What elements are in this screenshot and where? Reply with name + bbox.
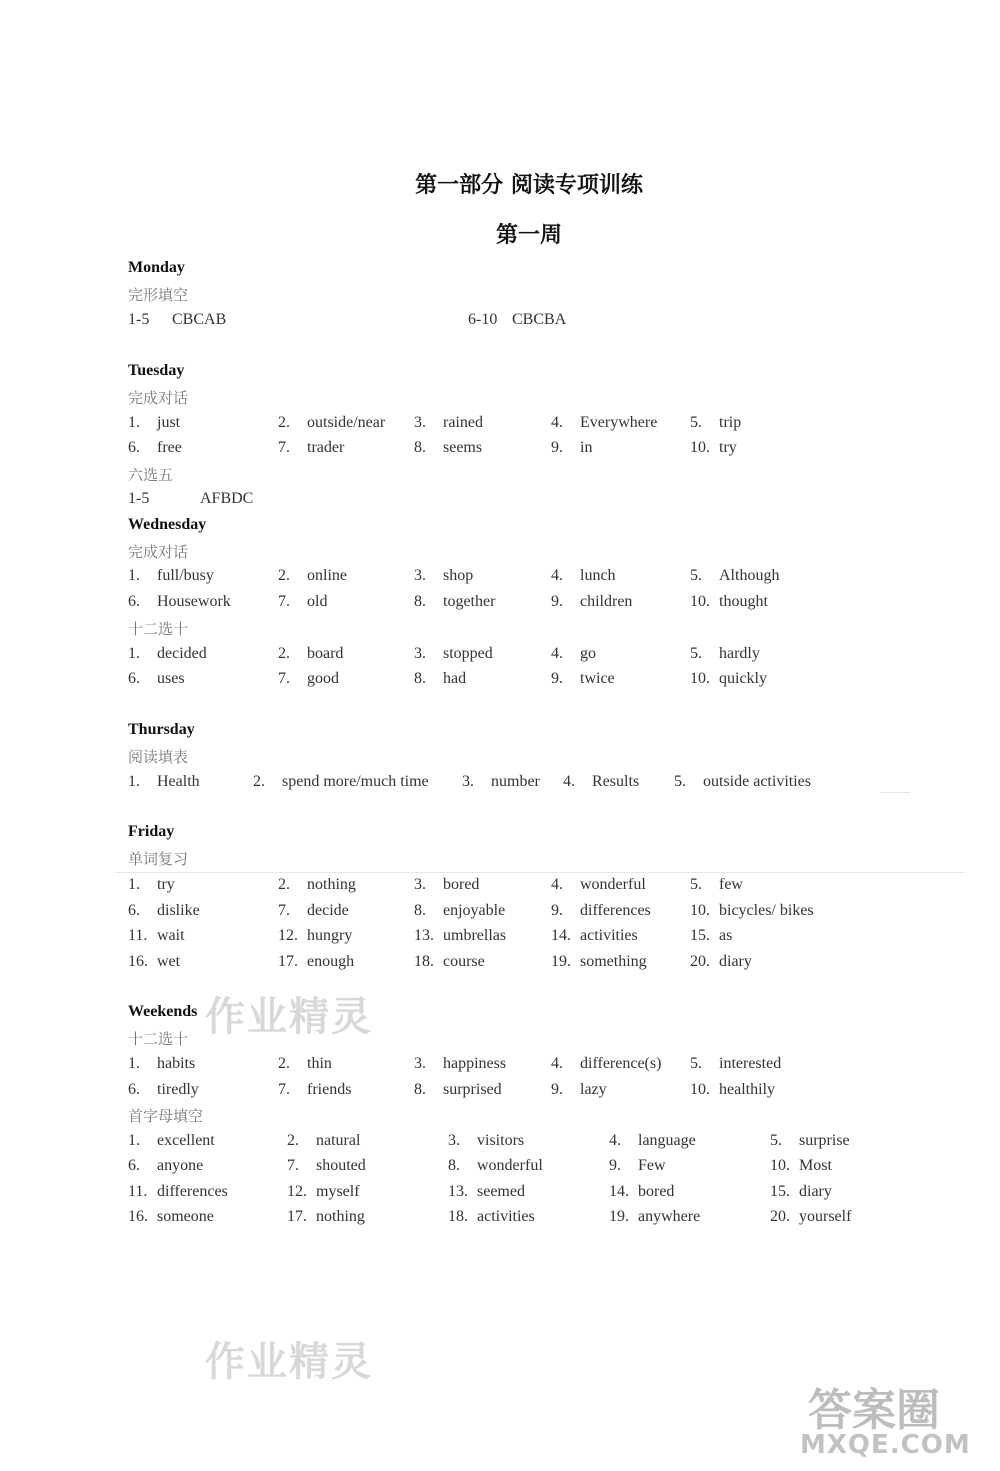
answer-number: 3. bbox=[414, 645, 426, 662]
answer-value: bored bbox=[638, 1183, 675, 1200]
answer-value: trader bbox=[307, 439, 345, 456]
answer-value: enough bbox=[307, 953, 355, 970]
answer-number: 1. bbox=[128, 1055, 140, 1072]
answer-number: 1. bbox=[128, 645, 140, 662]
answer-value: quickly bbox=[719, 670, 767, 687]
answer-number: 2. bbox=[278, 1055, 290, 1072]
answer-number: 10. bbox=[690, 439, 710, 456]
answer-number: 8. bbox=[414, 902, 426, 919]
answer-number: 12. bbox=[287, 1183, 307, 1200]
answer-value: visitors bbox=[477, 1132, 525, 1149]
answer-number: 7. bbox=[278, 670, 290, 687]
answer-number: 6. bbox=[128, 439, 140, 456]
answer-number: 1. bbox=[128, 773, 140, 790]
answer-number: 3. bbox=[414, 567, 426, 584]
answer-value: thin bbox=[307, 1055, 332, 1072]
answer-number: 9. bbox=[551, 1081, 563, 1098]
answer-value: healthily bbox=[719, 1081, 775, 1098]
answer-number: 3. bbox=[414, 876, 426, 893]
answer-value: wonderful bbox=[580, 876, 646, 893]
answer-number: 17. bbox=[278, 953, 298, 970]
answer-number: 12. bbox=[278, 927, 298, 944]
day-heading-thursday: Thursday bbox=[128, 721, 195, 738]
answer-value: go bbox=[580, 645, 596, 662]
answer-number: 10. bbox=[690, 593, 710, 610]
answer-number: 1. bbox=[128, 876, 140, 893]
answer-value: few bbox=[719, 876, 743, 893]
answer-value: umbrellas bbox=[443, 927, 507, 944]
answer-number: 1. bbox=[128, 567, 140, 584]
answer-number: 5. bbox=[690, 1055, 702, 1072]
answer-number: 10. bbox=[690, 902, 710, 919]
corner-logo: 答案圈 bbox=[808, 1385, 940, 1436]
answer-value: had bbox=[443, 670, 467, 687]
answer-value: bicycles/ bikes bbox=[719, 902, 814, 919]
answer-number: 6. bbox=[128, 593, 140, 610]
answer-number: 1-5 bbox=[128, 490, 150, 507]
section-label: 十二选十 bbox=[128, 620, 189, 638]
answer-value: decided bbox=[157, 645, 207, 662]
watermark-text: 作业精灵 bbox=[205, 1338, 373, 1385]
answer-number: 4. bbox=[551, 1055, 563, 1072]
answer-value: rained bbox=[443, 414, 483, 431]
answer-number: 1-5 bbox=[128, 311, 150, 328]
answer-value: full/busy bbox=[157, 567, 214, 584]
week-title: 第一周 bbox=[495, 222, 562, 248]
answer-number: 8. bbox=[448, 1157, 460, 1174]
answer-value: just bbox=[157, 414, 181, 431]
divider bbox=[115, 872, 965, 873]
answer-value: board bbox=[307, 645, 344, 662]
answer-value: Most bbox=[799, 1157, 832, 1174]
answer-number: 6. bbox=[128, 670, 140, 687]
answer-number: 15. bbox=[770, 1183, 790, 1200]
answer-number: 7. bbox=[278, 1081, 290, 1098]
answer-number: 11. bbox=[128, 1183, 148, 1200]
answer-number: 9. bbox=[551, 439, 563, 456]
answer-number: 3. bbox=[462, 773, 474, 790]
answer-number: 17. bbox=[287, 1208, 307, 1225]
answer-number: 2. bbox=[253, 773, 265, 790]
answer-value: interested bbox=[719, 1055, 782, 1072]
answer-value: excellent bbox=[157, 1132, 215, 1149]
answer-number: 4. bbox=[551, 414, 563, 431]
answer-value: anywhere bbox=[638, 1208, 701, 1225]
day-heading-wednesday: Wednesday bbox=[128, 516, 207, 533]
answer-value: differences bbox=[157, 1183, 228, 1200]
answer-number: 5. bbox=[770, 1132, 782, 1149]
answer-number: 13. bbox=[448, 1183, 468, 1200]
answer-number: 7. bbox=[278, 439, 290, 456]
day-heading-monday: Monday bbox=[128, 259, 185, 276]
answer-value: bored bbox=[443, 876, 480, 893]
answer-number: 6-10 bbox=[468, 311, 498, 328]
answer-number: 8. bbox=[414, 439, 426, 456]
answer-value: as bbox=[719, 927, 733, 944]
answer-value: old bbox=[307, 593, 328, 610]
answer-value: trip bbox=[719, 414, 742, 431]
answer-number: 8. bbox=[414, 593, 426, 610]
answer-value: hungry bbox=[307, 927, 353, 944]
answer-value: surprised bbox=[443, 1081, 502, 1098]
answer-value: children bbox=[580, 593, 633, 610]
answer-number: 18. bbox=[448, 1208, 468, 1225]
answer-value: AFBDC bbox=[200, 490, 254, 507]
answer-value: Few bbox=[638, 1157, 666, 1174]
answer-value: yourself bbox=[799, 1208, 852, 1225]
answer-number: 5. bbox=[674, 773, 686, 790]
answer-value: seemed bbox=[477, 1183, 525, 1200]
answer-number: 10. bbox=[690, 670, 710, 687]
day-heading-friday: Friday bbox=[128, 823, 175, 840]
answer-value: good bbox=[307, 670, 339, 687]
answer-number: 5. bbox=[690, 567, 702, 584]
answer-number: 2. bbox=[278, 876, 290, 893]
answer-value: lunch bbox=[580, 567, 616, 584]
answer-number: 16. bbox=[128, 953, 148, 970]
answer-value: myself bbox=[316, 1183, 360, 1200]
answer-number: 4. bbox=[551, 876, 563, 893]
answer-number: 2. bbox=[278, 645, 290, 662]
answer-value: tiredly bbox=[157, 1081, 199, 1098]
answer-number: 14. bbox=[551, 927, 571, 944]
answer-value: natural bbox=[316, 1132, 361, 1149]
answer-value: stopped bbox=[443, 645, 493, 662]
answer-value: nothing bbox=[316, 1208, 365, 1225]
section-label: 阅读填表 bbox=[128, 748, 189, 766]
answer-number: 2. bbox=[278, 567, 290, 584]
answer-number: 2. bbox=[278, 414, 290, 431]
answer-number: 4. bbox=[609, 1132, 621, 1149]
answer-value: try bbox=[157, 876, 175, 893]
answer-value: someone bbox=[157, 1208, 214, 1225]
section-label: 完成对话 bbox=[128, 389, 189, 407]
answer-value: surprise bbox=[799, 1132, 850, 1149]
answer-value: nothing bbox=[307, 876, 356, 893]
day-heading-tuesday: Tuesday bbox=[128, 362, 185, 379]
answer-value: CBCBA bbox=[512, 311, 567, 328]
answer-number: 6. bbox=[128, 1081, 140, 1098]
answer-value: decide bbox=[307, 902, 349, 919]
answer-value: number bbox=[491, 773, 540, 790]
answer-number: 4. bbox=[563, 773, 575, 790]
answer-value: wait bbox=[157, 927, 185, 944]
answer-value: wonderful bbox=[477, 1157, 543, 1174]
answer-number: 4. bbox=[551, 645, 563, 662]
answer-number: 4. bbox=[551, 567, 563, 584]
answer-number: 3. bbox=[414, 1055, 426, 1072]
answer-number: 6. bbox=[128, 902, 140, 919]
answer-number: 15. bbox=[690, 927, 710, 944]
answer-value: Housework bbox=[157, 593, 231, 610]
answer-number: 20. bbox=[690, 953, 710, 970]
answer-number: 7. bbox=[287, 1157, 299, 1174]
divider bbox=[880, 792, 910, 793]
answer-value: diary bbox=[799, 1183, 832, 1200]
corner-url: MXQE.COM bbox=[800, 1430, 971, 1460]
answer-value: happiness bbox=[443, 1055, 507, 1072]
answer-value: CBCAB bbox=[172, 311, 227, 328]
answer-value: habits bbox=[157, 1055, 196, 1072]
day-heading-weekends: Weekends bbox=[128, 1003, 198, 1020]
answer-number: 16. bbox=[128, 1208, 148, 1225]
answer-number: 9. bbox=[551, 593, 563, 610]
answer-value: activities bbox=[477, 1208, 535, 1225]
answer-number: 1. bbox=[128, 1132, 140, 1149]
section-label: 十二选十 bbox=[128, 1030, 189, 1048]
answer-value: spend more/much time bbox=[282, 773, 429, 790]
answer-number: 9. bbox=[551, 670, 563, 687]
answer-number: 8. bbox=[414, 670, 426, 687]
answer-number: 5. bbox=[690, 414, 702, 431]
answer-value: seems bbox=[443, 439, 483, 456]
answer-number: 3. bbox=[414, 414, 426, 431]
section-label: 单词复习 bbox=[128, 850, 189, 868]
section-label: 六选五 bbox=[128, 466, 174, 484]
answer-value: differences bbox=[580, 902, 651, 919]
answer-value: twice bbox=[580, 670, 615, 687]
answer-value: course bbox=[443, 953, 485, 970]
answer-value: enjoyable bbox=[443, 902, 506, 919]
answer-number: 20. bbox=[770, 1208, 790, 1225]
answer-number: 6. bbox=[128, 1157, 140, 1174]
part-title: 第一部分 阅读专项训练 bbox=[415, 172, 643, 198]
answer-value: hardly bbox=[719, 645, 760, 662]
answer-value: Although bbox=[719, 567, 780, 584]
answer-value: friends bbox=[307, 1081, 352, 1098]
answer-value: uses bbox=[157, 670, 185, 687]
answer-number: 5. bbox=[690, 645, 702, 662]
answer-value: try bbox=[719, 439, 737, 456]
answer-value: language bbox=[638, 1132, 696, 1149]
answer-number: 3. bbox=[448, 1132, 460, 1149]
answer-value: Everywhere bbox=[580, 414, 658, 431]
answer-number: 9. bbox=[551, 902, 563, 919]
answer-number: 19. bbox=[609, 1208, 629, 1225]
answer-value: difference(s) bbox=[580, 1055, 662, 1072]
answer-number: 10. bbox=[770, 1157, 790, 1174]
answer-value: something bbox=[580, 953, 647, 970]
answer-value: diary bbox=[719, 953, 752, 970]
answer-value: activities bbox=[580, 927, 638, 944]
answer-value: wet bbox=[157, 953, 181, 970]
answer-number: 8. bbox=[414, 1081, 426, 1098]
answer-number: 9. bbox=[609, 1157, 621, 1174]
answer-value: Health bbox=[157, 773, 200, 790]
answer-number: 19. bbox=[551, 953, 571, 970]
answer-value: free bbox=[157, 439, 182, 456]
answer-number: 5. bbox=[690, 876, 702, 893]
answer-number: 1. bbox=[128, 414, 140, 431]
answer-number: 7. bbox=[278, 593, 290, 610]
answer-value: shop bbox=[443, 567, 474, 584]
answer-number: 10. bbox=[690, 1081, 710, 1098]
answer-value: outside/near bbox=[307, 414, 386, 431]
section-label: 完成对话 bbox=[128, 543, 189, 561]
answer-number: 2. bbox=[287, 1132, 299, 1149]
answer-value: thought bbox=[719, 593, 768, 610]
answer-value: shouted bbox=[316, 1157, 366, 1174]
answer-value: Results bbox=[592, 773, 640, 790]
answer-number: 14. bbox=[609, 1183, 629, 1200]
answer-value: outside activities bbox=[703, 773, 811, 790]
answer-number: 11. bbox=[128, 927, 148, 944]
answer-value: anyone bbox=[157, 1157, 204, 1174]
section-label: 首字母填空 bbox=[128, 1107, 204, 1125]
answer-value: online bbox=[307, 567, 347, 584]
answer-value: together bbox=[443, 593, 496, 610]
answer-value: in bbox=[580, 439, 593, 456]
answer-number: 13. bbox=[414, 927, 434, 944]
answer-value: dislike bbox=[157, 902, 200, 919]
watermark-text: 作业精灵 bbox=[205, 993, 373, 1040]
answer-value: lazy bbox=[580, 1081, 607, 1098]
section-label: 完形填空 bbox=[128, 286, 189, 304]
answer-number: 18. bbox=[414, 953, 434, 970]
answer-number: 7. bbox=[278, 902, 290, 919]
